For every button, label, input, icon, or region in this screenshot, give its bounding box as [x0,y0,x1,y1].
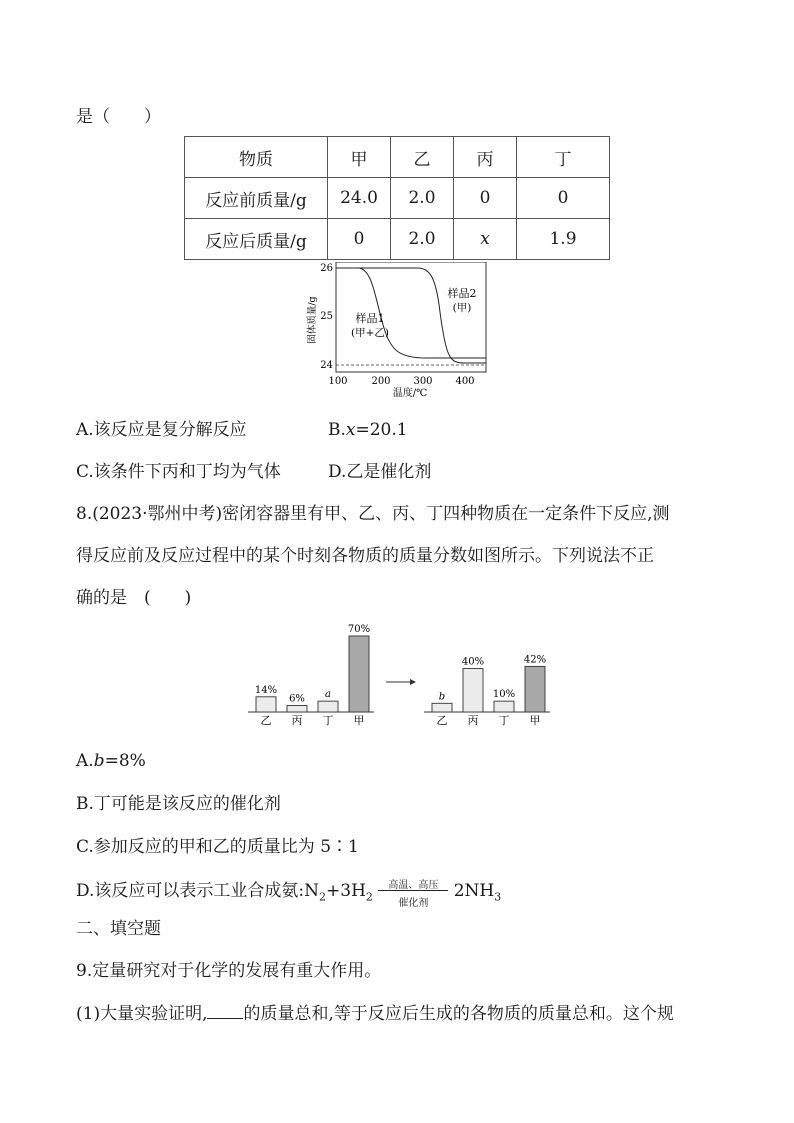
option-label: B. [328,420,346,440]
bar-value-label: 42% [523,654,547,666]
q7-mass-table [184,136,610,260]
bar-value-label: 10% [492,689,516,701]
table-cell: 甲 [328,137,391,178]
q7-mass-temperature-graph [300,262,496,402]
category-label: 乙 [436,714,448,727]
condition-top: 高温、高压 [388,879,439,891]
table-cell: 乙 [391,137,454,178]
variable-b: b [93,751,105,771]
category-label: 甲 [353,714,365,727]
bar [432,703,452,712]
y-axis-label: 固体质量/g [307,296,318,344]
bar [287,705,307,712]
reaction-arrow [386,679,416,685]
bar-value-label: 40% [461,656,485,668]
category-label: 丙 [467,714,479,727]
bar-value-label: 6% [289,693,305,705]
y-tick: 24 [320,360,333,371]
q8-option-b: B.丁可能是该反应的催化剂 [76,794,281,814]
table-cell: 丁 [517,137,610,178]
option-label: A. [76,751,94,771]
x-tick: 300 [413,376,433,387]
bar-value-label: b [438,691,446,703]
q8-option-a [76,750,146,772]
table-row [185,178,610,219]
category-label: 甲 [529,714,541,727]
part-text: (1)大量实验证明, [76,1004,208,1024]
bar-value-label: 70% [347,624,371,635]
x-tick: 100 [328,376,348,387]
table-cell: 0 [454,178,517,219]
condition-bar [378,890,448,891]
answer-blank[interactable] [207,1002,243,1019]
table-cell: 1.9 [517,219,610,260]
variable-x: x [345,420,356,440]
option-text: =8% [104,751,146,771]
part-text: 的质量总和,等于反应后生成的各物质的质量总和。这个规 [243,1004,674,1024]
category-label: 丁 [498,714,510,727]
section-title: 二、填空题 [76,919,161,939]
bar [463,669,483,712]
sample1-label: 样品1 [355,312,385,325]
q7-stem-tail: 是（ ） [76,107,161,127]
q8-option-d [76,880,501,908]
q9-stem: 9.定量研究对于化学的发展有重大作用。 [76,961,382,981]
bar [494,701,514,712]
option-text: =20.1 [355,420,408,440]
subscript: 3 [494,890,502,904]
arrow-head [410,679,416,685]
table-cell: 物质 [185,137,328,178]
table-cell: 0 [328,219,391,260]
table-row [185,219,610,260]
table-cell: x [454,219,517,260]
q7-option-b [328,419,408,441]
chart-after-reaction [424,654,550,727]
bar-value-label: a [325,689,331,701]
reaction-condition-arrow [378,879,448,909]
q8-mass-fraction-bar-charts [248,620,554,730]
x-tick: 400 [455,376,475,387]
option-text: +3H [326,881,366,901]
table-cell: 2.0 [391,178,454,219]
table-header-row [185,137,610,178]
table-cell: 24.0 [328,178,391,219]
bar [349,636,369,712]
q7-option-a: A.该反应是复分解反应 [76,420,247,440]
chart-before-reaction [248,624,374,727]
table-cell: 2.0 [391,219,454,260]
bar [318,701,338,712]
y-tick: 26 [320,263,333,274]
y-tick: 25 [320,311,333,322]
sample2-label: 样品2 [447,287,477,300]
table-cell: 反应后质量/g [185,219,328,260]
condition-bottom: 催化剂 [398,897,429,909]
subscript: 2 [319,890,327,904]
subscript: 2 [365,890,373,904]
option-text: D.该反应可以表示工业合成氨:N [76,881,320,901]
x-tick: 200 [371,376,391,387]
table-cell: 0 [517,178,610,219]
q7-option-d: D.乙是催化剂 [328,462,432,482]
q8-stem-line2: 得反应前及反应过程中的某个时刻各物质的质量分数如图所示。下列说法不正 [76,546,654,566]
bar [256,697,276,712]
table-cell: 丙 [454,137,517,178]
category-label: 丙 [291,714,303,727]
q8-stem-line1: 8.(2023·鄂州中考)密闭容器里有甲、乙、丙、丁四种物质在一定条件下反应,测 [76,504,670,524]
q9-part1 [76,1002,674,1025]
table-cell: 反应前质量/g [185,178,328,219]
q8-stem-line3: 确的是 ( ) [76,588,192,608]
sample2-sublabel: (甲) [452,302,472,314]
option-text: 2NH [453,881,495,901]
x-axis-label: 温度/℃ [392,388,428,399]
sample1-sublabel: (甲+乙) [351,327,389,339]
bar [525,666,545,712]
category-label: 乙 [260,714,272,727]
bar-value-label: 14% [254,684,278,696]
q7-option-c: C.该条件下丙和丁均为气体 [76,462,281,482]
q8-option-c: C.参加反应的甲和乙的质量比为 5∶1 [76,837,359,857]
category-label: 丁 [322,714,334,727]
